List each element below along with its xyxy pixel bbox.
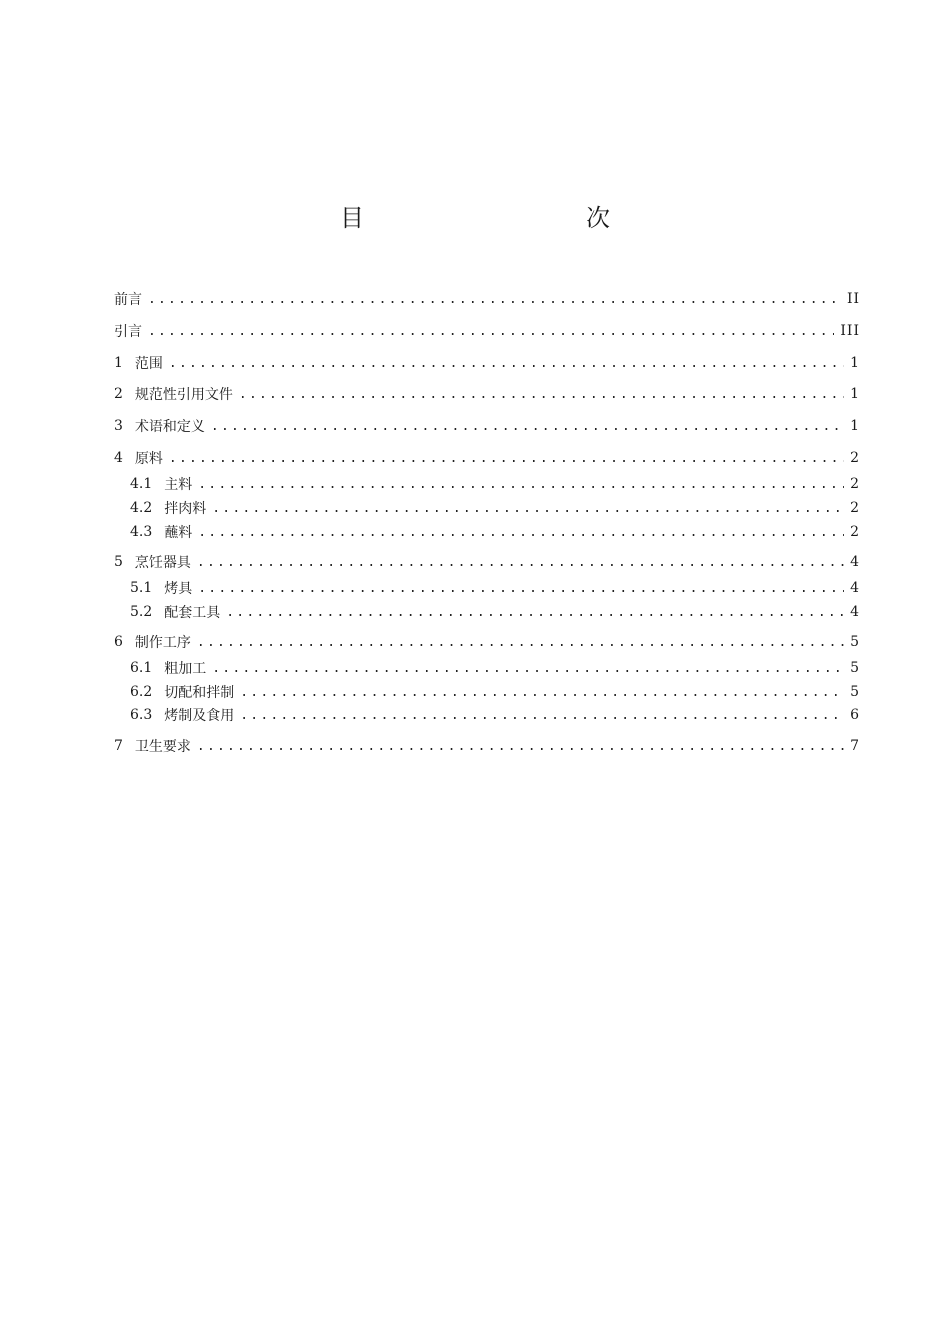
toc-entry-page: 6 xyxy=(850,707,860,723)
toc-entry-number: 4 xyxy=(114,450,123,466)
toc-entry-label: 前言 xyxy=(114,292,142,308)
toc-entry-number: 5 xyxy=(114,554,123,570)
toc-entry-number: 4.3 xyxy=(130,524,153,540)
toc-entry-3[interactable] xyxy=(114,415,860,437)
toc-entry-label: 蘸料 xyxy=(164,525,193,541)
toc-entry-4-2[interactable] xyxy=(130,497,860,519)
toc-dot-leader xyxy=(239,387,844,402)
toc-entry-number: 6 xyxy=(114,634,123,650)
toc-entry-label: 术语和定义 xyxy=(134,419,205,435)
toc-entry-number: 5.1 xyxy=(130,580,153,596)
page-title: 目 次 xyxy=(340,204,668,232)
toc-entry-5[interactable] xyxy=(114,551,860,573)
toc-entry-page: 1 xyxy=(850,355,860,371)
toc-entry-6-3[interactable] xyxy=(130,704,860,726)
toc-entry-2[interactable] xyxy=(114,383,860,405)
toc-entry-label: 引言 xyxy=(114,324,142,340)
toc-entry-number: 5.2 xyxy=(130,604,153,620)
toc-entry-number: 6.1 xyxy=(130,660,153,676)
toc-entry-number: 3 xyxy=(114,418,123,434)
toc-entry-6-1[interactable] xyxy=(130,657,860,679)
toc-entry-label: 配套工具 xyxy=(164,605,221,621)
toc-entry-page: 5 xyxy=(850,634,860,650)
toc-dot-leader xyxy=(198,581,844,596)
toc-dot-leader xyxy=(212,661,844,676)
toc-dot-leader xyxy=(211,419,844,434)
toc-dot-leader xyxy=(240,685,844,700)
toc-dot-leader xyxy=(169,356,844,371)
toc-entry-6[interactable] xyxy=(114,631,860,653)
toc-entry-label: 拌肉料 xyxy=(164,501,207,517)
toc-dot-leader xyxy=(169,451,844,466)
toc-entry-page: 5 xyxy=(850,660,860,676)
toc-entry-page: 4 xyxy=(850,604,860,620)
toc-entry-4-1[interactable] xyxy=(130,473,860,495)
toc-dot-leader xyxy=(212,501,844,516)
toc-entry-introduction[interactable] xyxy=(114,320,860,342)
toc-entry-page: 5 xyxy=(850,684,860,700)
toc-entry-label: 制作工序 xyxy=(134,635,191,651)
toc-dot-leader xyxy=(198,525,844,540)
toc-entry-4[interactable] xyxy=(114,447,860,469)
toc-entry-6-2[interactable] xyxy=(130,681,860,703)
toc-entry-7[interactable] xyxy=(114,735,860,757)
toc-entry-page: 2 xyxy=(850,524,860,540)
toc-entry-number: 1 xyxy=(114,355,123,371)
toc-entry-label: 原料 xyxy=(134,451,163,467)
toc-entry-5-1[interactable] xyxy=(130,577,860,599)
toc-dot-leader xyxy=(148,324,834,339)
toc-entry-preface[interactable] xyxy=(114,288,860,310)
toc-entry-page: 2 xyxy=(850,500,860,516)
toc-entry-label: 范围 xyxy=(134,356,163,372)
toc-entry-label: 烤具 xyxy=(164,581,193,597)
toc-entry-page: III xyxy=(840,323,860,339)
toc-entry-label: 烤制及食用 xyxy=(164,708,235,724)
toc-entry-number: 6.3 xyxy=(130,707,153,723)
toc-entry-label: 切配和拌制 xyxy=(164,685,235,701)
toc-entry-page: 4 xyxy=(850,554,860,570)
toc-entry-page: 2 xyxy=(850,450,860,466)
toc-entry-label: 卫生要求 xyxy=(134,739,191,755)
toc-entry-number: 4.1 xyxy=(130,476,153,492)
toc-dot-leader xyxy=(226,605,844,620)
toc-entry-page: 4 xyxy=(850,580,860,596)
toc-dot-leader xyxy=(198,477,844,492)
toc-entry-4-3[interactable] xyxy=(130,521,860,543)
toc-entry-number: 2 xyxy=(114,386,123,402)
toc-entry-label: 规范性引用文件 xyxy=(134,387,233,403)
toc-dot-leader xyxy=(197,635,844,650)
toc-dot-leader xyxy=(197,739,844,754)
toc-entry-number: 6.2 xyxy=(130,684,153,700)
toc-entry-page: II xyxy=(846,291,860,307)
toc-entry-number: 7 xyxy=(114,738,123,754)
toc-entry-5-2[interactable] xyxy=(130,601,860,623)
toc-entry-page: 1 xyxy=(850,386,860,402)
toc-entry-page: 2 xyxy=(850,476,860,492)
toc-dot-leader xyxy=(197,555,844,570)
toc-entry-label: 烹饪器具 xyxy=(134,555,191,571)
toc-entry-label: 主料 xyxy=(164,477,193,493)
toc-entry-page: 7 xyxy=(850,738,860,754)
toc-dot-leader xyxy=(148,292,841,307)
toc-entry-page: 1 xyxy=(850,418,860,434)
toc-dot-leader xyxy=(240,708,844,723)
toc-entry-number: 4.2 xyxy=(130,500,153,516)
toc-entry-label: 粗加工 xyxy=(164,661,207,677)
toc-entry-1[interactable] xyxy=(114,352,860,374)
